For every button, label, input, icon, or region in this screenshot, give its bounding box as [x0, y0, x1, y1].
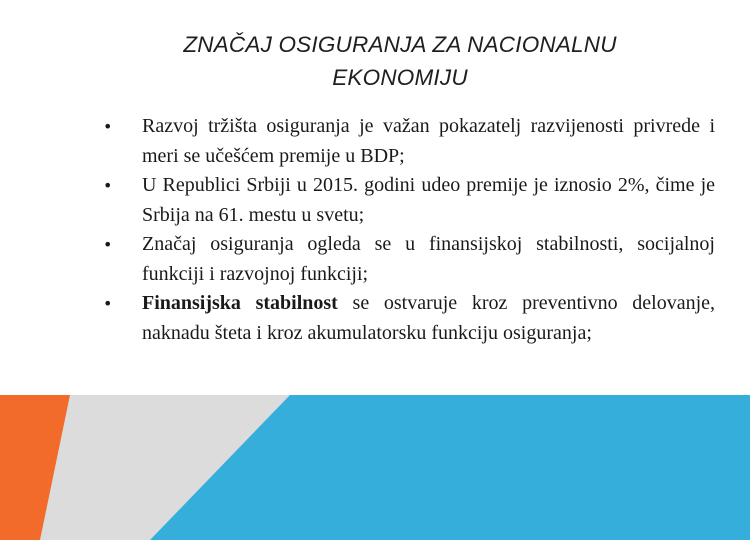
bullet-text: Značaj osiguranja ogleda se u finansijskoj stabilnosti, socijalnoj funkciji i razvojnoj funkciji; [142, 233, 715, 285]
bullet-text: se ostvaruje kroz preventivno delovanje, naknadu šteta i kroz akumulatorsku funkciju osiguranja; [142, 292, 716, 344]
bullet-item [103, 171, 715, 230]
bullet-item [103, 230, 715, 289]
bullet-bold-text: Finansijska stabilnost [142, 292, 338, 314]
bullet-list [103, 112, 715, 348]
bullet-item [103, 112, 715, 171]
decorative-shapes [0, 395, 750, 540]
bullet-text: U Republici Srbiji u 2015. godini udeo premije je iznosio 2%, čime je Srbija na 61. mestu u svetu; [142, 174, 715, 226]
slide-title: ZNAČAJ OSIGURANJA ZA NACIONALNU EKONOMIJU [183, 32, 617, 90]
bullet-dot: • [103, 235, 113, 254]
bullet-dot: • [103, 117, 113, 136]
bullet-text: Razvoj tržišta osiguranja je važan pokazatelj razvijenosti privrede i meri se učešćem premije u BDP; [142, 115, 715, 167]
bullet-dot: • [103, 294, 113, 313]
bullet-dot: • [103, 176, 113, 195]
bullet-item [103, 289, 715, 348]
